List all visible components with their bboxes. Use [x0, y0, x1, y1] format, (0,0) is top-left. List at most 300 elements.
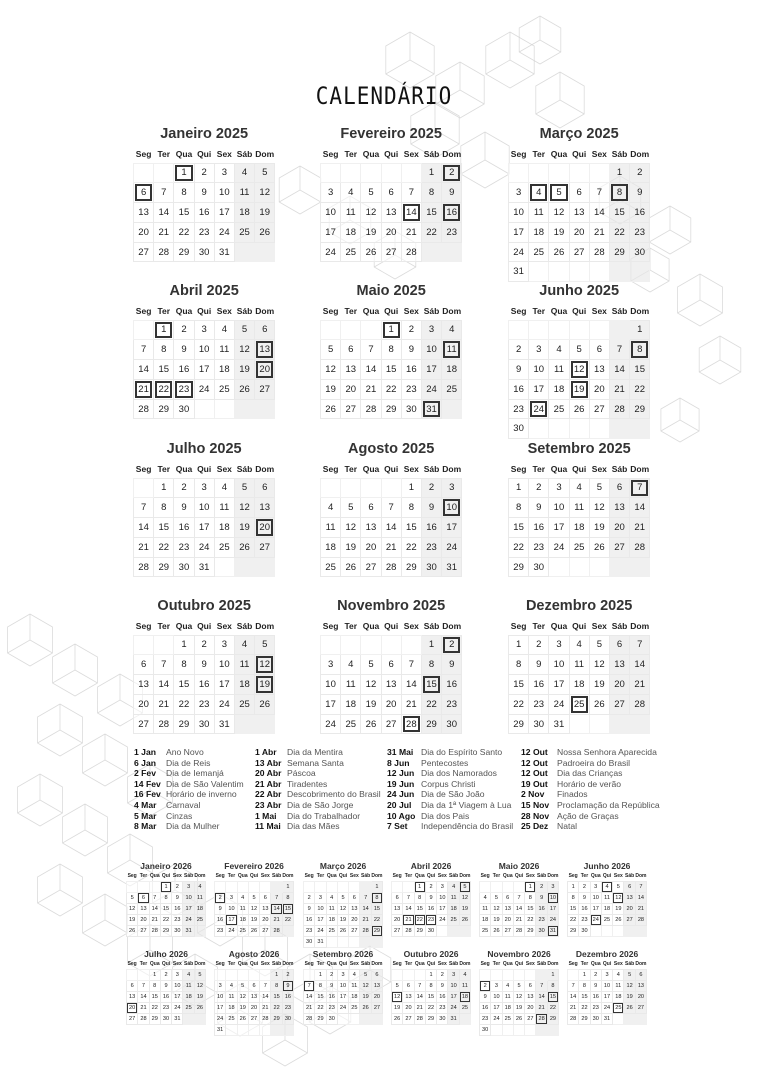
day-cell: 3 [214, 635, 234, 655]
weekday-header: Ter [532, 148, 546, 159]
day-cell: 31 [448, 1013, 459, 1024]
weekday-header: Sáb [625, 961, 635, 968]
day-cell: 13 [255, 498, 275, 518]
weekday-header: Ter [344, 620, 358, 631]
empty-day-cell [589, 419, 609, 439]
day-cell: 23 [194, 694, 214, 714]
day-cell: 22 [579, 1002, 590, 1013]
day-cell: 22 [149, 1002, 160, 1013]
day-cell: 31 [215, 1024, 226, 1035]
day-cell: 8 [421, 655, 441, 675]
empty-day-cell [255, 242, 275, 262]
day-cell: 7 [630, 635, 650, 655]
empty-day-cell [154, 163, 174, 183]
day-cell: 10 [315, 903, 326, 914]
empty-day-cell [549, 262, 569, 282]
empty-day-cell [234, 714, 254, 734]
day-cell: 1 [547, 969, 558, 980]
day-cell: 18 [601, 903, 612, 914]
highlighted-day-cell: 21 [403, 914, 414, 925]
weekday-header: Ter [139, 873, 148, 880]
month-calendar [320, 595, 462, 734]
day-cell: 23 [529, 694, 549, 714]
day-cell: 20 [624, 903, 635, 914]
weekday-header: Seg [480, 873, 490, 880]
day-cell: 23 [590, 1002, 601, 1013]
day-cell: 13 [134, 675, 154, 695]
day-cell: 23 [442, 694, 462, 714]
weekday-header: Qua [362, 148, 380, 159]
day-cell: 18 [442, 360, 462, 380]
holiday-date: 10 Ago [387, 810, 416, 821]
weekday-header: Sáb [611, 305, 628, 316]
holiday-row [387, 789, 513, 800]
day-cell: 12 [337, 903, 348, 914]
day-cell: 20 [502, 914, 513, 925]
day-cell: 10 [491, 991, 502, 1002]
holiday-date: 12 Jun [387, 768, 415, 779]
weekday-header: Qua [550, 463, 568, 474]
day-cell: 15 [421, 203, 441, 223]
empty-day-cell [237, 881, 248, 892]
day-cell: 19 [589, 675, 609, 695]
day-cell: 16 [304, 914, 315, 925]
day-cell: 27 [525, 1013, 536, 1024]
day-cell: 5 [613, 881, 624, 892]
empty-day-cell [529, 320, 549, 340]
holiday-date: 16 Fev [134, 789, 161, 800]
holiday-date: 31 Mai [387, 747, 414, 757]
day-cell: 6 [349, 892, 360, 903]
day-cell: 7 [361, 340, 381, 360]
holiday-row [387, 747, 513, 758]
weekday-header: Dom [255, 148, 275, 159]
highlighted-day-cell: 2 [480, 980, 491, 991]
day-cell: 24 [214, 222, 234, 242]
highlighted-day-cell: 18 [459, 991, 470, 1002]
weekday-header: Dom [442, 148, 462, 159]
empty-day-cell [491, 1024, 502, 1035]
day-cell: 6 [525, 980, 536, 991]
day-cell: 24 [448, 1002, 459, 1013]
weekday-header: Ter [492, 961, 501, 968]
day-cell: 21 [414, 1002, 425, 1013]
day-cell: 24 [337, 1002, 348, 1013]
weekday-header: Ter [139, 961, 148, 968]
empty-day-cell [237, 1024, 248, 1035]
empty-day-cell [234, 242, 254, 262]
weekday-header: Seg [480, 961, 490, 968]
day-cell: 31 [549, 714, 569, 734]
day-cell: 21 [154, 222, 174, 242]
holiday-date: 20 Abr [255, 768, 282, 779]
weekday-header: Qui [572, 305, 587, 316]
day-cell: 2 [425, 881, 436, 892]
holiday-name: Dia de São Valentim [166, 778, 244, 789]
empty-day-cell [337, 881, 348, 892]
day-cell: 13 [609, 498, 629, 518]
month-title: Janeiro 2025 [160, 126, 249, 142]
day-cell: 18 [183, 991, 194, 1002]
day-cell: 27 [403, 1013, 414, 1024]
highlighted-day-cell: 7 [304, 980, 315, 991]
holiday-date: 23 Abr [255, 799, 282, 810]
day-cell: 13 [127, 991, 138, 1002]
empty-day-cell [271, 1024, 282, 1035]
day-cell: 2 [630, 163, 650, 183]
empty-day-cell [421, 242, 441, 262]
holiday-name: Padroeira do Brasil [557, 757, 631, 768]
empty-day-cell [260, 969, 271, 980]
day-cell: 20 [381, 694, 401, 714]
day-cell: 10 [448, 980, 459, 991]
day-cell: 15 [149, 991, 160, 1002]
day-cell: 18 [234, 203, 254, 223]
day-cell: 20 [635, 991, 646, 1002]
day-cell: 6 [260, 892, 271, 903]
empty-day-cell [414, 969, 425, 980]
empty-day-cell [321, 635, 341, 655]
weekday-header: Dom [255, 620, 275, 631]
month-calendar [303, 948, 383, 1025]
month-title: Abril 2025 [169, 283, 239, 299]
day-cell: 13 [392, 903, 403, 914]
day-cell: 5 [127, 892, 138, 903]
holiday-date: 8 Mar [134, 821, 157, 832]
day-cell: 30 [421, 557, 441, 577]
day-cell: 21 [568, 1002, 579, 1013]
day-cell: 15 [381, 360, 401, 380]
empty-day-cell [360, 1013, 371, 1024]
day-cell: 25 [459, 1002, 470, 1013]
day-cell: 10 [194, 340, 214, 360]
day-cell: 27 [624, 914, 635, 925]
day-cell: 3 [509, 183, 529, 203]
empty-day-cell [509, 163, 529, 183]
day-cell: 5 [234, 478, 254, 498]
empty-day-cell [226, 1024, 237, 1035]
day-cell: 26 [513, 1013, 524, 1024]
weekday-header: Seg [135, 620, 152, 631]
day-cell: 18 [214, 518, 234, 538]
weekday-header: Seg [510, 620, 527, 631]
highlighted-day-cell: 1 [381, 320, 401, 340]
holiday-name: Dia das Mães [287, 821, 340, 832]
day-cell: 3 [448, 969, 459, 980]
day-cell: 28 [401, 242, 421, 262]
weekday-header: Dom [255, 305, 275, 316]
day-cell: 3 [315, 892, 326, 903]
empty-day-cell [255, 714, 275, 734]
highlighted-day-cell: 28 [401, 714, 421, 734]
day-cell: 26 [234, 537, 254, 557]
weekday-header: Dom [459, 873, 471, 880]
day-cell: 30 [326, 1013, 337, 1024]
empty-day-cell [149, 881, 160, 892]
day-cell: 22 [315, 1002, 326, 1013]
empty-day-cell [401, 635, 421, 655]
day-cell: 21 [609, 379, 629, 399]
holiday-date: 2 Fev [134, 768, 156, 779]
day-cell: 27 [260, 925, 271, 936]
holiday-date: 12 Out [521, 747, 548, 757]
empty-day-cell [255, 399, 275, 419]
day-cell: 7 [381, 498, 401, 518]
day-cell: 27 [381, 242, 401, 262]
month-title: Outubro 2026 [403, 949, 459, 959]
month-title: Maio 2025 [356, 283, 426, 299]
month-calendar [508, 280, 650, 439]
weekday-header: Sáb [423, 620, 440, 631]
empty-day-cell [194, 925, 205, 936]
day-cell: 14 [154, 203, 174, 223]
day-cell: 9 [590, 980, 601, 991]
day-cell: 5 [491, 892, 502, 903]
weekday-header: Sex [260, 961, 270, 968]
day-cell: 29 [421, 714, 441, 734]
day-cell: 31 [214, 714, 234, 734]
day-cell: 4 [442, 320, 462, 340]
empty-day-cell [194, 1013, 205, 1024]
highlighted-day-cell: 14 [401, 203, 421, 223]
day-cell: 25 [321, 557, 341, 577]
pattern-cube [38, 704, 83, 756]
day-cell: 28 [271, 925, 282, 936]
day-cell: 11 [237, 903, 248, 914]
empty-day-cell [360, 881, 371, 892]
day-cell: 11 [321, 518, 341, 538]
day-cell: 29 [154, 399, 174, 419]
highlighted-day-cell: 1 [414, 881, 425, 892]
day-cell: 25 [502, 1013, 513, 1024]
day-cell: 18 [237, 914, 248, 925]
day-cell: 24 [547, 914, 558, 925]
month-title: Agosto 2026 [228, 949, 280, 959]
day-cell: 9 [529, 498, 549, 518]
empty-day-cell [536, 969, 547, 980]
holiday-date: 12 Out [521, 768, 548, 779]
month-calendar [320, 438, 462, 577]
day-cell: 25 [480, 925, 491, 936]
day-cell: 15 [160, 903, 171, 914]
empty-day-cell [502, 1024, 513, 1035]
empty-day-cell [183, 1013, 194, 1024]
day-cell: 6 [361, 498, 381, 518]
day-cell: 10 [437, 892, 448, 903]
weekday-header: Sex [591, 463, 607, 474]
day-cell: 28 [513, 925, 524, 936]
day-cell: 16 [480, 1002, 491, 1013]
highlighted-day-cell: 12 [613, 892, 624, 903]
day-cell: 14 [635, 892, 646, 903]
weekday-header: Sáb [423, 463, 440, 474]
holiday-row [521, 747, 660, 758]
empty-day-cell [609, 557, 629, 577]
day-cell: 18 [502, 1002, 513, 1013]
day-cell: 3 [421, 320, 441, 340]
holiday-name: Cinzas [166, 810, 193, 821]
empty-day-cell [401, 163, 421, 183]
empty-day-cell [630, 262, 650, 282]
day-cell: 30 [509, 419, 529, 439]
holiday-name: Semana Santa [287, 757, 344, 768]
day-cell: 9 [304, 903, 315, 914]
empty-day-cell [549, 320, 569, 340]
day-cell: 22 [568, 914, 579, 925]
weekday-header: Seg [127, 873, 137, 880]
day-cell: 13 [609, 655, 629, 675]
holiday-column [255, 747, 381, 832]
empty-day-cell [525, 969, 536, 980]
day-cell: 7 [149, 892, 160, 903]
empty-day-cell [569, 419, 589, 439]
weekday-header: Dom [371, 873, 383, 880]
weekday-header: Ter [344, 305, 358, 316]
day-cell: 18 [194, 903, 205, 914]
day-cell: 6 [569, 183, 589, 203]
weekday-header: Qui [384, 148, 399, 159]
day-cell: 8 [154, 498, 174, 518]
day-cell: 24 [215, 1013, 226, 1024]
highlighted-day-cell: 22 [414, 914, 425, 925]
day-cell: 4 [214, 478, 234, 498]
day-cell: 28 [361, 399, 381, 419]
day-cell: 20 [403, 1002, 414, 1013]
day-cell: 9 [442, 183, 462, 203]
day-cell: 9 [160, 980, 171, 991]
day-cell: 24 [315, 925, 326, 936]
day-cell: 19 [589, 518, 609, 538]
holiday-name: Dia das Crianças [557, 768, 623, 779]
day-cell: 3 [321, 655, 341, 675]
day-cell: 3 [226, 892, 237, 903]
empty-day-cell [459, 1013, 470, 1024]
day-cell: 15 [525, 903, 536, 914]
day-cell: 26 [549, 242, 569, 262]
month-calendar [508, 123, 650, 282]
day-cell: 4 [459, 969, 470, 980]
day-cell: 6 [255, 478, 275, 498]
empty-day-cell [589, 557, 609, 577]
weekday-header: Ter [157, 463, 171, 474]
empty-day-cell [361, 478, 381, 498]
day-cell: 30 [194, 242, 214, 262]
day-cell: 28 [630, 694, 650, 714]
day-cell: 6 [248, 980, 259, 991]
empty-day-cell [154, 635, 174, 655]
day-cell: 13 [624, 892, 635, 903]
day-cell: 24 [491, 1013, 502, 1024]
day-cell: 21 [635, 903, 646, 914]
weekday-header: Dom [630, 305, 650, 316]
empty-day-cell [315, 881, 326, 892]
weekday-header: Qui [602, 873, 612, 880]
day-cell: 14 [568, 991, 579, 1002]
day-cell: 12 [194, 980, 205, 991]
day-cell: 19 [361, 694, 381, 714]
holiday-name: Carnaval [166, 799, 201, 810]
day-cell: 3 [549, 635, 569, 655]
day-cell: 8 [547, 980, 558, 991]
weekday-header: Qua [414, 873, 425, 880]
day-cell: 8 [315, 980, 326, 991]
weekday-header: Seg [322, 463, 339, 474]
day-cell: 30 [529, 714, 549, 734]
day-cell: 29 [579, 1013, 590, 1024]
day-cell: 16 [326, 991, 337, 1002]
day-cell: 8 [149, 980, 160, 991]
day-cell: 18 [226, 1002, 237, 1013]
day-cell: 19 [237, 1002, 248, 1013]
holiday-row [521, 821, 660, 832]
day-cell: 12 [234, 340, 254, 360]
day-cell: 27 [609, 537, 629, 557]
weekday-header: Sex [591, 620, 607, 631]
highlighted-day-cell: 25 [613, 1002, 624, 1013]
day-cell: 22 [271, 1002, 282, 1013]
weekday-header: Ter [157, 620, 171, 631]
day-cell: 19 [392, 1002, 403, 1013]
weekday-header: Sáb [537, 961, 547, 968]
holiday-row [134, 779, 244, 790]
month-calendar [133, 595, 275, 734]
day-cell: 5 [569, 340, 589, 360]
month-title: Novembro 2026 [487, 949, 551, 959]
day-cell: 8 [509, 655, 529, 675]
weekday-header: Seg [322, 305, 339, 316]
day-cell: 12 [459, 892, 470, 903]
day-cell: 11 [226, 991, 237, 1002]
day-cell: 18 [613, 991, 624, 1002]
weekday-header: Qui [197, 463, 212, 474]
holiday-row [387, 768, 513, 779]
empty-day-cell [480, 969, 491, 980]
day-cell: 11 [459, 980, 470, 991]
day-cell: 15 [315, 991, 326, 1002]
day-cell: 7 [609, 340, 629, 360]
day-cell: 30 [480, 1024, 491, 1035]
weekday-header: Seg [392, 961, 402, 968]
holiday-row [255, 789, 381, 800]
weekday-header: Qua [502, 961, 513, 968]
empty-day-cell [134, 163, 154, 183]
day-cell: 29 [547, 1013, 558, 1024]
day-cell: 23 [421, 537, 441, 557]
day-cell: 12 [237, 991, 248, 1002]
day-cell: 17 [590, 903, 601, 914]
weekday-header: Ter [492, 873, 501, 880]
month-title: Agosto 2025 [348, 441, 435, 457]
highlighted-day-cell: 8 [371, 892, 382, 903]
weekday-header: Qua [149, 873, 160, 880]
weekday-header: Qui [384, 463, 399, 474]
day-cell: 29 [315, 1013, 326, 1024]
day-cell: 21 [134, 537, 154, 557]
day-cell: 8 [381, 340, 401, 360]
day-cell: 14 [630, 655, 650, 675]
holiday-date: 19 Out [521, 778, 548, 789]
day-cell: 2 [437, 969, 448, 980]
day-cell: 25 [341, 714, 361, 734]
empty-day-cell [248, 969, 259, 980]
day-cell: 11 [326, 903, 337, 914]
day-cell: 24 [194, 379, 214, 399]
empty-day-cell [635, 925, 646, 936]
weekday-header: Sáb [272, 961, 282, 968]
weekday-header: Ter [344, 463, 358, 474]
day-cell: 16 [401, 360, 421, 380]
holiday-name: Dia de Iemanjá [166, 768, 224, 779]
